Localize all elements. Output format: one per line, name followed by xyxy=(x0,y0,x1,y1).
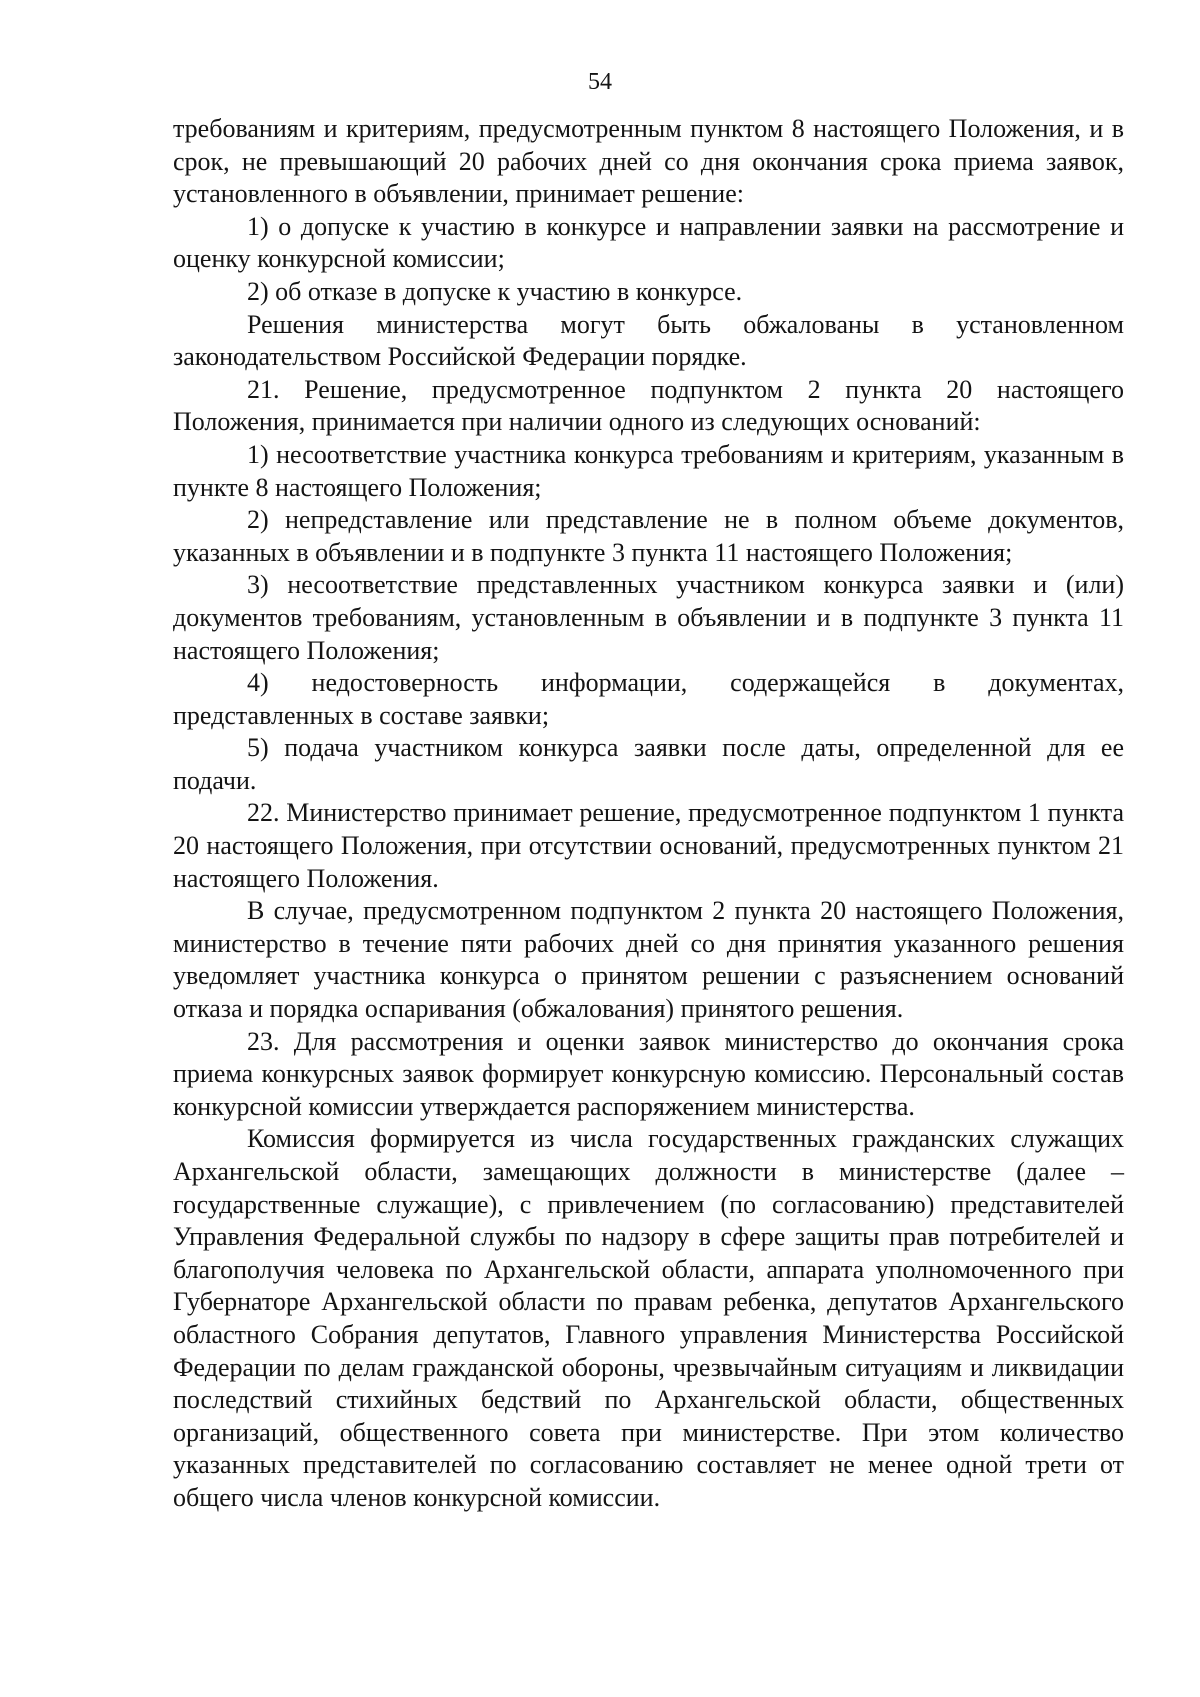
paragraph-clause-21-item-1: 1) несоответствие участника конкурса требованиям и критериям, указанным в пункте 8 настоящего Положения; xyxy=(173,439,1124,502)
paragraph-commission-composition: Комиссия формируется из числа государственных гражданских служащих Архангельской области, замещающих должности в министерстве (далее – государственные служащие), с привлечением (по согласованию) представителей Управления Федеральной службы по надзору в сфере защиты прав потребителей и благополучия человека по Архангельской области, аппарата уполномоченного при Губернаторе Архангельской области по правам ребенка, депутатов Архангельского областного Собрания депутатов, Главного управления Министерства Российской Федерации по делам гражданской обороны, чрезвычайным ситуациям и ликвидации последствий стихийных бедствий по Архангельской области, общественных организаций, общественного совета при министерстве. При этом количество указанных представителей по согласованию составляет не менее одной трети от общего числа членов конкурсной комиссии. xyxy=(173,1124,1124,1512)
page-number: 54 xyxy=(588,69,612,95)
paragraph-clause-21-item-4: 4) недостоверность информации, содержащейся в документах, представленных в составе заявки; xyxy=(173,668,1124,730)
paragraph-appeal: Решения министерства могут быть обжалованы в установленном законодательством Российской Федерации порядке. xyxy=(173,309,1124,372)
paragraph-clause-22: 22. Министерство принимает решение, предусмотренное подпунктом 1 пункта 20 настоящего Положения, при отсутствии оснований, предусмотренных пунктом 21 настоящего Положения. xyxy=(173,798,1124,893)
paragraph-clause-23: 23. Для рассмотрения и оценки заявок министерство до окончания срока приема конкурсных заявок формирует конкурсную комиссию. Персональный состав конкурсной комиссии утверждается распоряжением министерства. xyxy=(173,1026,1124,1121)
paragraph-clause-21-item-2: 2) непредставление или представление не в полном объеме документов, указанных в объявлении и в подпункте 3 пункта 11 настоящего Положения; xyxy=(173,505,1124,567)
paragraph-clause-21-item-3: 3) несоответствие представленных участником конкурса заявки и (или) документов требованиям, установленным в объявлении и в подпункте 3 пункта 11 настоящего Положения; xyxy=(173,570,1124,665)
paragraph-clause-21: 21. Решение, предусмотренное подпунктом 2 пункта 20 настоящего Положения, принимается при наличии одного из следующих оснований: xyxy=(173,374,1124,437)
paragraph-clause-21-item-5: 5) подача участником конкурса заявки после даты, определенной для ее подачи. xyxy=(173,733,1124,795)
paragraph-continuation: требованиям и критериям, предусмотренным пунктом 8 настоящего Положения, и в срок, не превышающий 20 рабочих дней со дня окончания срока приема заявок, установленного в объявлении, принимает решение: xyxy=(173,114,1124,209)
paragraph-clause-22-notice: В случае, предусмотренном подпунктом 2 пункта 20 настоящего Положения, министерство в течение пяти рабочих дней со дня принятия указанного решения уведомляет участника конкурса о принятом решении с разъяснением оснований отказа и порядка оспаривания (обжалования) принятого решения. xyxy=(173,896,1124,1024)
document-body xyxy=(173,113,1124,1515)
paragraph-item-1-admission: 1) о допуске к участию в конкурсе и направлении заявки на рассмотрение и оценку конкурсной комиссии; xyxy=(173,211,1124,274)
paragraph-item-2-refusal: 2) об отказе в допуске к участию в конкурсе. xyxy=(247,276,743,306)
